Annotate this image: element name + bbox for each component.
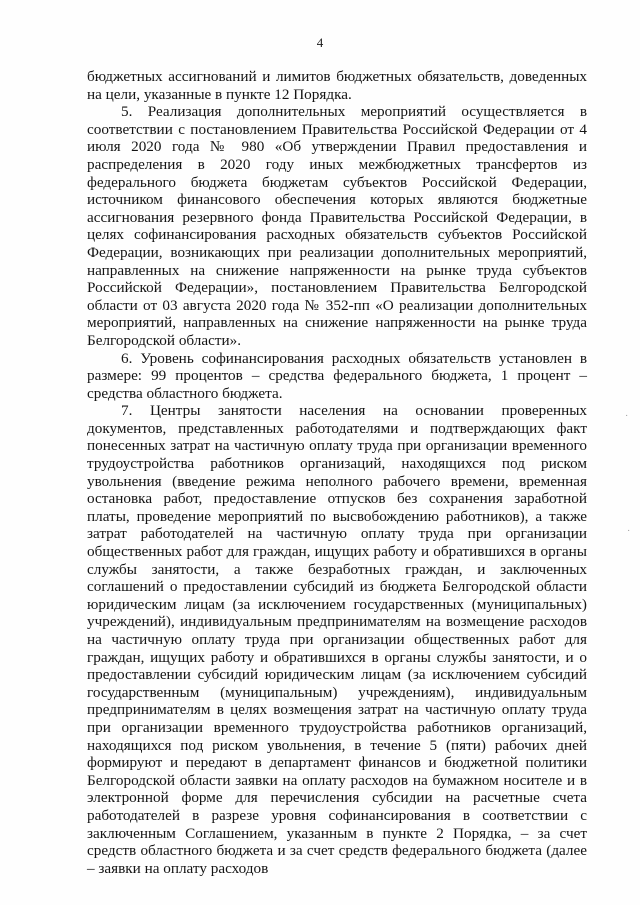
page-number: 4 xyxy=(316,35,324,50)
scan-speck: · xyxy=(625,410,629,421)
paragraph-7: 7. Центры занятости населения на основании проверенных документов, представленных работодателями и подтверждающих факт понесенных затрат на частичную оплату труда при организации временного трудоустройства работников организаций, находящихся под риском увольнения (введение режима неполного рабочего времени, временная остановка работ, предоставление отпусков без сохранения заработной платы, проведение мероприятий по высвобождению работников), а также затрат работодателей на частичную оплату труда при организации общественных работ для граждан, ищущих работу и обратившихся в органы службы занятости, а также безработных граждан, и заключенных соглашений о предоставлении субсидий из бюджета Белгородской области юридическим лицам (за исключением государственных (муниципальных) учреждений), индивидуальным предпринимателям на возмещение расходов на частичную оплату труда при организации общественных работ для граждан, ищущих работу и обратившихся в органы службы занятости, и о предоставлении субсидий юридическим лицам (за исключением субсидий государственным (муниципальным) учреждениям), индивидуальным предпринимателям в целях возмещения затрат на частичную оплату труда при организации временного трудоустройства работников организаций, находящихся под риском увольнения, в течение 5 (пяти) рабочих дней формируют и передают в департамент финансов и бюджетной политики Белгородской области заявки на оплату расходов на бумажном носителе и в электронной форме для перечисления субсидии на расчетные счета работодателей в разрезе уровня софинансирования в соответствии с заключенным Соглашением, указанным в пункте 2 Порядка, – за счет средств областного бюджета и за счет средств федерального бюджета (далее – заявки на оплату расходов xyxy=(87,402,587,877)
paragraph-6: 6. Уровень софинансирования расходных обязательств установлен в размере: 99 процентов – средства федерального бюджета, 1 процент – средства областного бюджета. xyxy=(87,349,587,402)
document-body xyxy=(87,68,587,877)
paragraph-continuation: бюджетных ассигнований и лимитов бюджетных обязательств, доведенных на цели, указанные в пункте 12 Порядка. xyxy=(87,68,587,103)
scan-speck: · xyxy=(627,525,631,536)
paragraph-5: 5. Реализация дополнительных мероприятий осуществляется в соответствии с постановлением Правительства Российской Федерации от 4 июля 2020 года № 980 «Об утверждении Правил предоставления и распределения в 2020 году иных межбюджетных трансфертов из федерального бюджета бюджетам субъектов Российской Федерации, источником финансового обеспечения которых являются бюджетные ассигнования резервного фонда Правительства Российской Федерации, в целях софинансирования расходных обязательств субъектов Российской Федерации, возникающих при реализации дополнительных мероприятий, направленных на снижение напряженности на рынке труда субъектов Российской Федерации», постановлением Правительства Белгородской области от 03 августа 2020 года № 352-пп «О реализации дополнительных мероприятий, направленных на снижение напряженности на рынке труда Белгородской области». xyxy=(87,103,587,349)
